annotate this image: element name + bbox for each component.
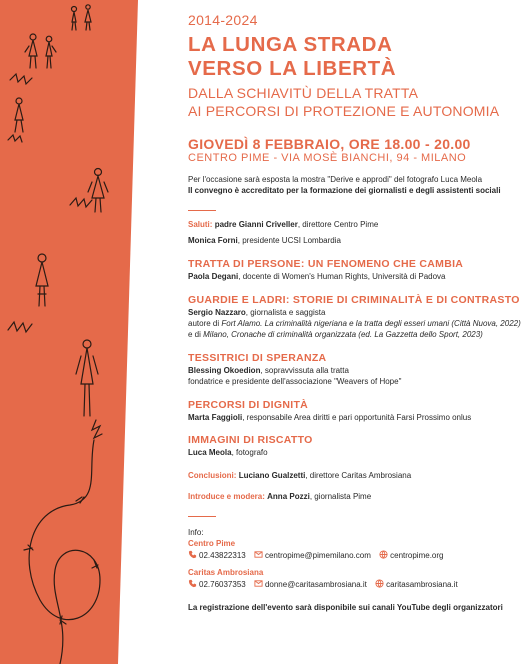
speaker-line: Paola Degani, docente di Women's Human Rights, Università di Padova (188, 272, 446, 281)
conclusions-line: Conclusioni: Luciano Gualzetti, direttore Caritas Ambrosiana (188, 471, 412, 480)
speaker-line: Blessing Okoedion, sopravvissuta alla tratta (188, 366, 349, 375)
event-years: 2014-2024 (188, 12, 258, 28)
event-venue: CENTRO PIME - VIA MOSÈ BIANCHI, 94 - MILANO (188, 152, 467, 164)
divider (188, 516, 216, 517)
website-link[interactable]: centropime.org (390, 551, 444, 560)
globe-icon (375, 579, 384, 588)
event-title-line2: VERSO LA LIBERTÀ (188, 57, 397, 80)
speaker-book-line: autore di Fort Alamo. La criminalità nigeriana e la tratta degli esseri umani (Città Nuova, 2022) (188, 319, 521, 328)
event-title-line1: LA LUNGA STRADA (188, 33, 393, 56)
greetings-line1: Saluti: padre Gianni Criveller, direttore Centro Pime (188, 220, 379, 229)
contact-row (188, 550, 449, 562)
org-name: Centro Pime (188, 539, 236, 548)
speaker-line: Sergio Nazzaro, giornalista e saggista (188, 308, 326, 317)
divider (188, 210, 216, 211)
phone-icon (188, 579, 197, 588)
speaker-book-line: e di Milano, Cronache di criminalità organizzata (ed. La Gazzetta dello Sport, 2023) (188, 330, 483, 339)
section-title: GUARDIE E LADRI: STORIE DI CRIMINALITÀ E DI CONTRASTO (188, 294, 520, 306)
event-subtitle-line1: DALLA SCHIAVITÙ DELLA TRATTA (188, 85, 419, 101)
phone-number[interactable]: 02.76037353 (199, 580, 246, 589)
speaker-line: Luca Meola, fotografo (188, 448, 268, 457)
illustration-panel (0, 0, 190, 664)
speaker-detail: fondatrice e presidente dell'associazione "Weavers of Hope" (188, 377, 402, 386)
website-link[interactable]: caritasambrosiana.it (386, 580, 458, 589)
email-link[interactable]: donne@caritasambrosiana.it (264, 580, 367, 589)
email-icon (254, 579, 263, 588)
recording-note: La registrazione dell'evento sarà disponibile sui canali YouTube degli organizzatori (188, 603, 503, 612)
accreditation-note: Il convegno è accreditato per la formazione dei giornalisti e degli assistenti sociali (188, 186, 501, 195)
email-link[interactable]: centropime@pimemilano.com (264, 551, 371, 560)
section-title: TESSITRICI DI SPERANZA (188, 352, 327, 364)
contact-row (188, 579, 464, 591)
globe-icon (379, 550, 388, 559)
event-subtitle-line2: AI PERCORSI DI PROTEZIONE E AUTONOMIA (188, 103, 500, 119)
org-name: Caritas Ambrosiana (188, 568, 264, 577)
phone-number[interactable]: 02.43822313 (199, 551, 246, 560)
section-title: TRATTA DI PERSONE: UN FENOMENO CHE CAMBIA (188, 258, 464, 270)
info-label: Info: (188, 528, 204, 537)
greetings-line2: Monica Forni, presidente UCSI Lombardia (188, 236, 341, 245)
phone-icon (188, 550, 197, 559)
moderator-line: Introduce e modera: Anna Pozzi, giornalista Pime (188, 492, 372, 501)
orange-band (0, 0, 138, 664)
speaker-line: Marta Faggioli, responsabile Area diritti e pari opportunità Farsi Prossimo onlus (188, 413, 472, 422)
email-icon (254, 550, 263, 559)
event-datetime: GIOVEDÌ 8 FEBBRAIO, ORE 18.00 - 20.00 (188, 136, 471, 152)
section-title: PERCORSI DI DIGNITÀ (188, 399, 309, 411)
section-title: IMMAGINI DI RISCATTO (188, 434, 313, 446)
exhibition-note: Per l'occasione sarà esposta la mostra "Derive e approdi" del fotografo Luca Meola (188, 175, 483, 184)
